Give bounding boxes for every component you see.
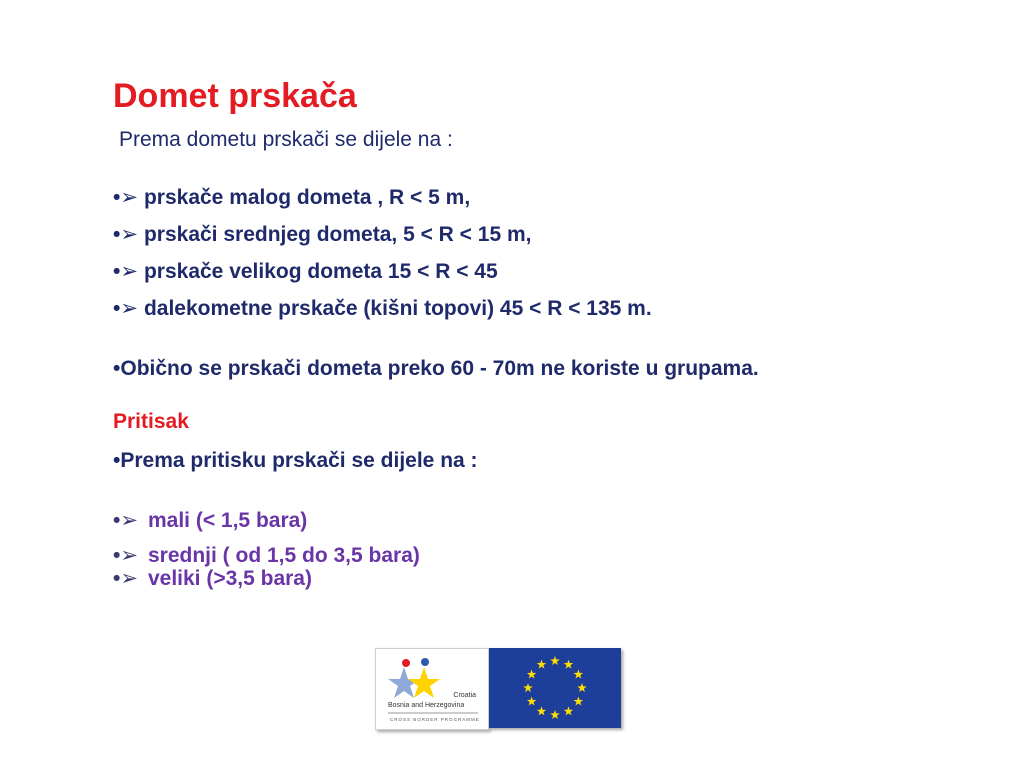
bullet-dot: • xyxy=(113,567,121,590)
pressure-item-text: mali (< 1,5 bara) xyxy=(147,509,308,532)
pressure-item-3 xyxy=(113,566,312,592)
arrow-bullet-icon: ➢ xyxy=(120,223,138,246)
note-line xyxy=(113,356,759,382)
eu-star-icon xyxy=(527,697,537,706)
bullet-dot: • xyxy=(113,297,121,320)
range-item-text: prskači srednjeg dometa, 5 < R < 15 m, xyxy=(143,223,532,246)
pressure-item-text: srednji ( od 1,5 do 3,5 bara) xyxy=(147,544,420,567)
eu-flag-icon xyxy=(489,648,621,728)
bullet-dot: • xyxy=(113,449,121,472)
arrow-bullet-icon: ➢ xyxy=(120,509,138,532)
eu-star-icon xyxy=(537,706,547,715)
range-item-2 xyxy=(113,222,531,248)
eu-star-icon xyxy=(574,697,584,706)
eu-star-icon xyxy=(527,670,537,679)
range-item-3 xyxy=(113,259,498,285)
pressure-intro-text: Prema pritisku prskači se dijele na : xyxy=(120,449,478,472)
eu-star-icon xyxy=(550,710,560,719)
eu-star-icon xyxy=(537,660,547,669)
bullet-dot: • xyxy=(113,357,121,380)
arrow-bullet-icon: ➢ xyxy=(120,260,138,283)
eu-star-icon xyxy=(564,706,574,715)
bullet-dot: • xyxy=(113,544,121,567)
range-item-1 xyxy=(113,185,470,211)
arrow-bullet-icon: ➢ xyxy=(120,544,138,567)
logos-strip xyxy=(375,648,623,730)
eu-star-icon xyxy=(550,656,560,665)
bullet-dot: • xyxy=(113,260,121,283)
bullet-dot: • xyxy=(113,223,121,246)
range-item-4 xyxy=(113,296,652,322)
range-item-text: prskače malog dometa , R < 5 m, xyxy=(143,186,471,209)
slide-subtitle: Prema dometu prskači se dijele na : xyxy=(119,128,453,151)
eu-star-icon xyxy=(523,683,533,692)
note-text: Obično se prskači dometa preko 60 - 70m ne koriste u grupama. xyxy=(120,357,759,380)
cbc-line-2: Bosnia and Herzegovina xyxy=(388,702,465,709)
range-item-text: dalekometne prskače (kišni topovi) 45 < R < 135 m. xyxy=(143,297,652,320)
pressure-heading: Pritisak xyxy=(113,410,189,433)
eu-star-icon xyxy=(577,683,587,692)
arrow-bullet-icon: ➢ xyxy=(120,567,138,590)
pressure-item-text: veliki (>3,5 bara) xyxy=(147,567,312,590)
slide-title: Domet prskača xyxy=(113,77,357,115)
bullet-dot: • xyxy=(113,186,121,209)
pressure-item-1 xyxy=(113,508,307,534)
arrow-bullet-icon: ➢ xyxy=(120,297,138,320)
eu-star-icon xyxy=(564,660,574,669)
bullet-dot: • xyxy=(113,509,121,532)
cross-border-programme-logo xyxy=(375,648,489,730)
range-item-text: prskače velikog dometa 15 < R < 45 xyxy=(143,260,498,283)
cbc-line-1: Croatia xyxy=(453,692,476,699)
arrow-bullet-icon: ➢ xyxy=(120,186,138,209)
cbc-line-3: CROSS BORDER PROGRAMME xyxy=(390,717,480,722)
pressure-intro xyxy=(113,448,478,474)
eu-star-icon xyxy=(574,670,584,679)
